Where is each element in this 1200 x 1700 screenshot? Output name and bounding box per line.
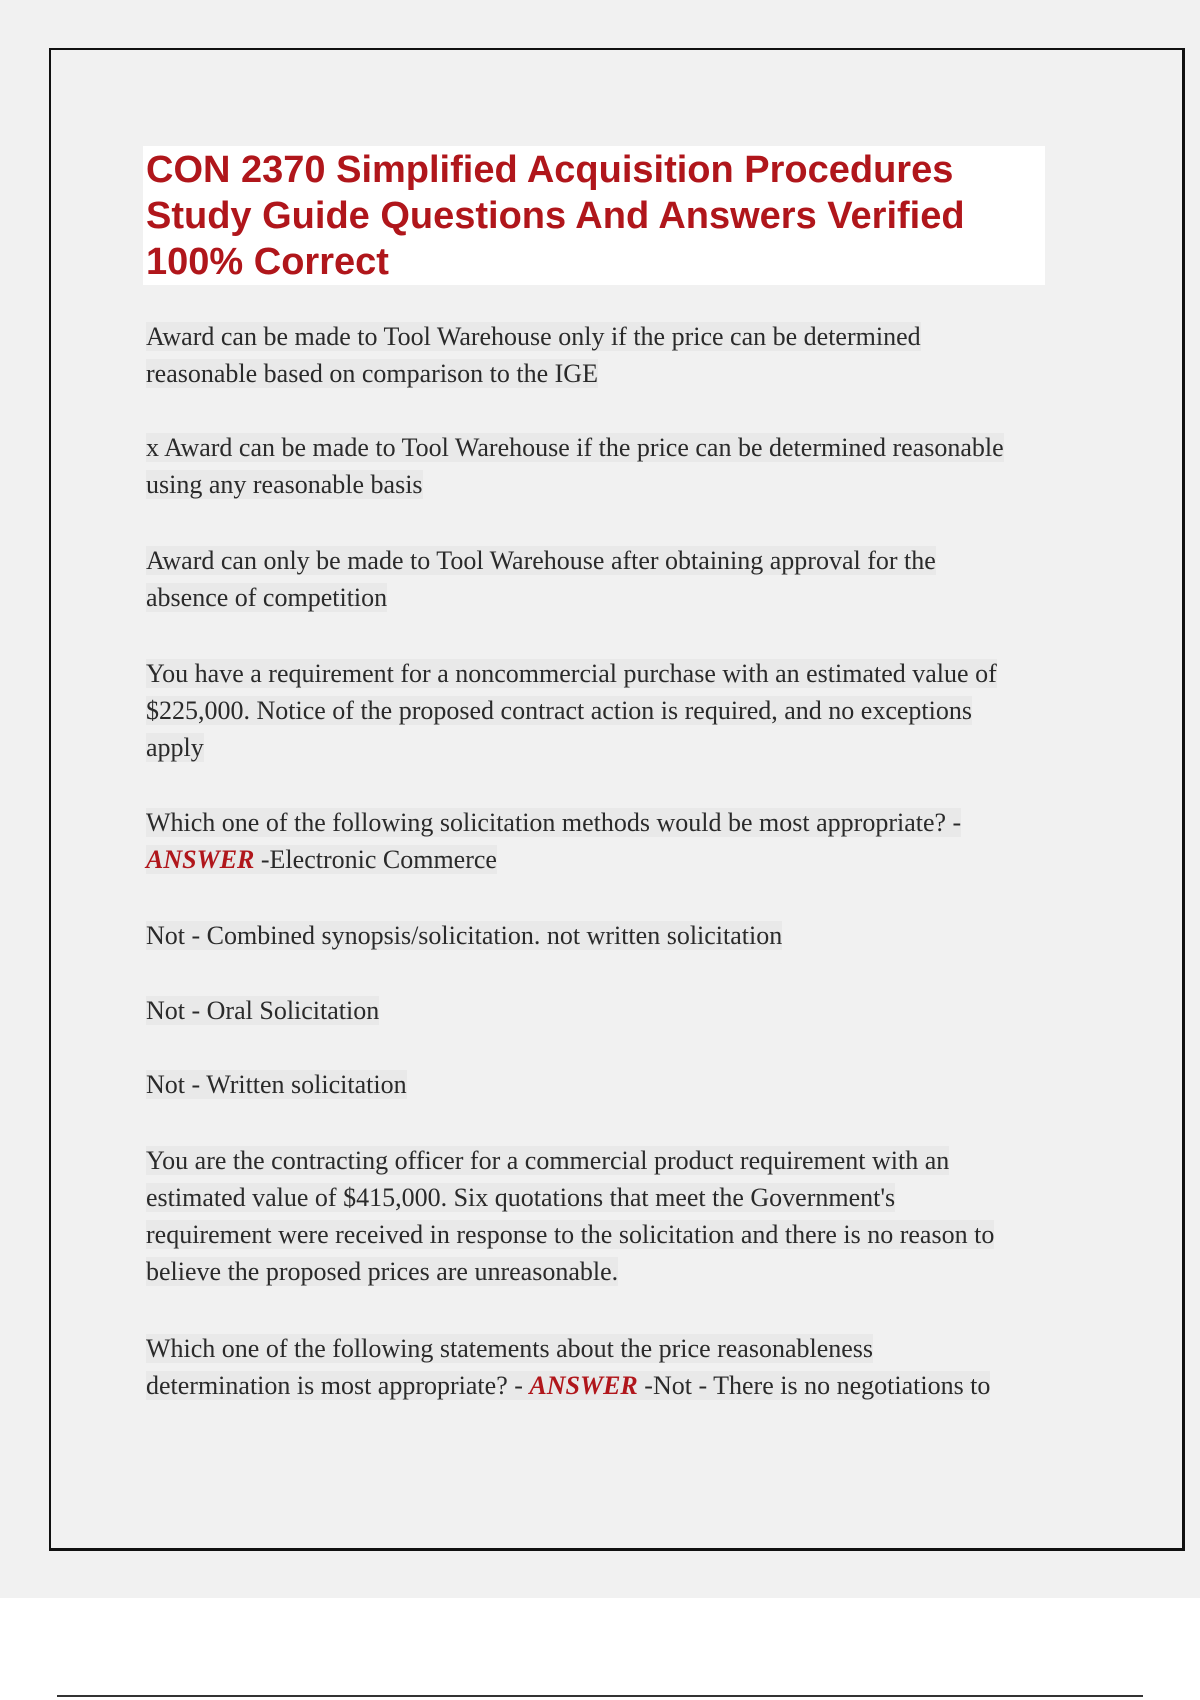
- paragraph-not-oral: [146, 992, 1096, 1029]
- text-line: Not - Written solicitation: [146, 1070, 407, 1099]
- text-line: believe the proposed prices are unreasonable.: [146, 1257, 619, 1286]
- footer-divider: [57, 1695, 1143, 1697]
- document-title: CON 2370 Simplified Acquisition Procedures Study Guide Questions And Answers Verified 100% Correct: [146, 149, 965, 283]
- paragraph-option-3: [146, 542, 1096, 616]
- text-line: You have a requirement for a noncommercial purchase with an estimated value of: [146, 659, 997, 688]
- text-line: apply: [146, 733, 204, 762]
- answer-text: -Electronic Commerce: [254, 845, 497, 874]
- paragraph-not-written: [146, 1066, 1096, 1103]
- paragraph-question-noncommercial: [146, 655, 1096, 766]
- text-line: Award can be made to Tool Warehouse only if the price can be determined: [146, 322, 921, 351]
- answer-label: ANSWER: [529, 1371, 638, 1400]
- text-line: Which one of the following statements about the price reasonableness: [146, 1334, 874, 1363]
- text-line: Not - Oral Solicitation: [146, 996, 380, 1025]
- paragraph-not-combined: [146, 917, 1096, 954]
- text-line: $225,000. Notice of the proposed contract action is required, and no exceptions: [146, 696, 972, 725]
- text-line: Award can only be made to Tool Warehouse after obtaining approval for the: [146, 546, 936, 575]
- answer-label: ANSWER: [146, 845, 255, 874]
- paragraph-question-commercial: [146, 1142, 1096, 1290]
- paragraph-option-1: [146, 318, 1096, 392]
- paragraph-option-2: [146, 429, 1096, 503]
- text-line: reasonable based on comparison to the IGE: [146, 359, 598, 388]
- text-line: absence of competition: [146, 583, 388, 612]
- text-line: using any reasonable basis: [146, 470, 423, 499]
- text-line: x Award can be made to Tool Warehouse if the price can be determined reasonable: [146, 433, 1004, 462]
- text-segment: determination is most appropriate? -: [146, 1371, 530, 1400]
- text-line: Which one of the following solicitation methods would be most appropriate? -: [146, 808, 962, 837]
- text-line: estimated value of $415,000. Six quotations that meet the Government's: [146, 1183, 896, 1212]
- answer-text: -Not - There is no negotiations to: [637, 1371, 991, 1400]
- text-line: Not - Combined synopsis/solicitation. not written solicitation: [146, 921, 783, 950]
- paragraph-price-reasonableness-question: [146, 1330, 1096, 1404]
- text-line: requirement were received in response to the solicitation and there is no reason to: [146, 1220, 995, 1249]
- text-line: You are the contracting officer for a commercial product requirement with an: [146, 1146, 950, 1175]
- paragraph-solicitation-question: [146, 804, 1096, 878]
